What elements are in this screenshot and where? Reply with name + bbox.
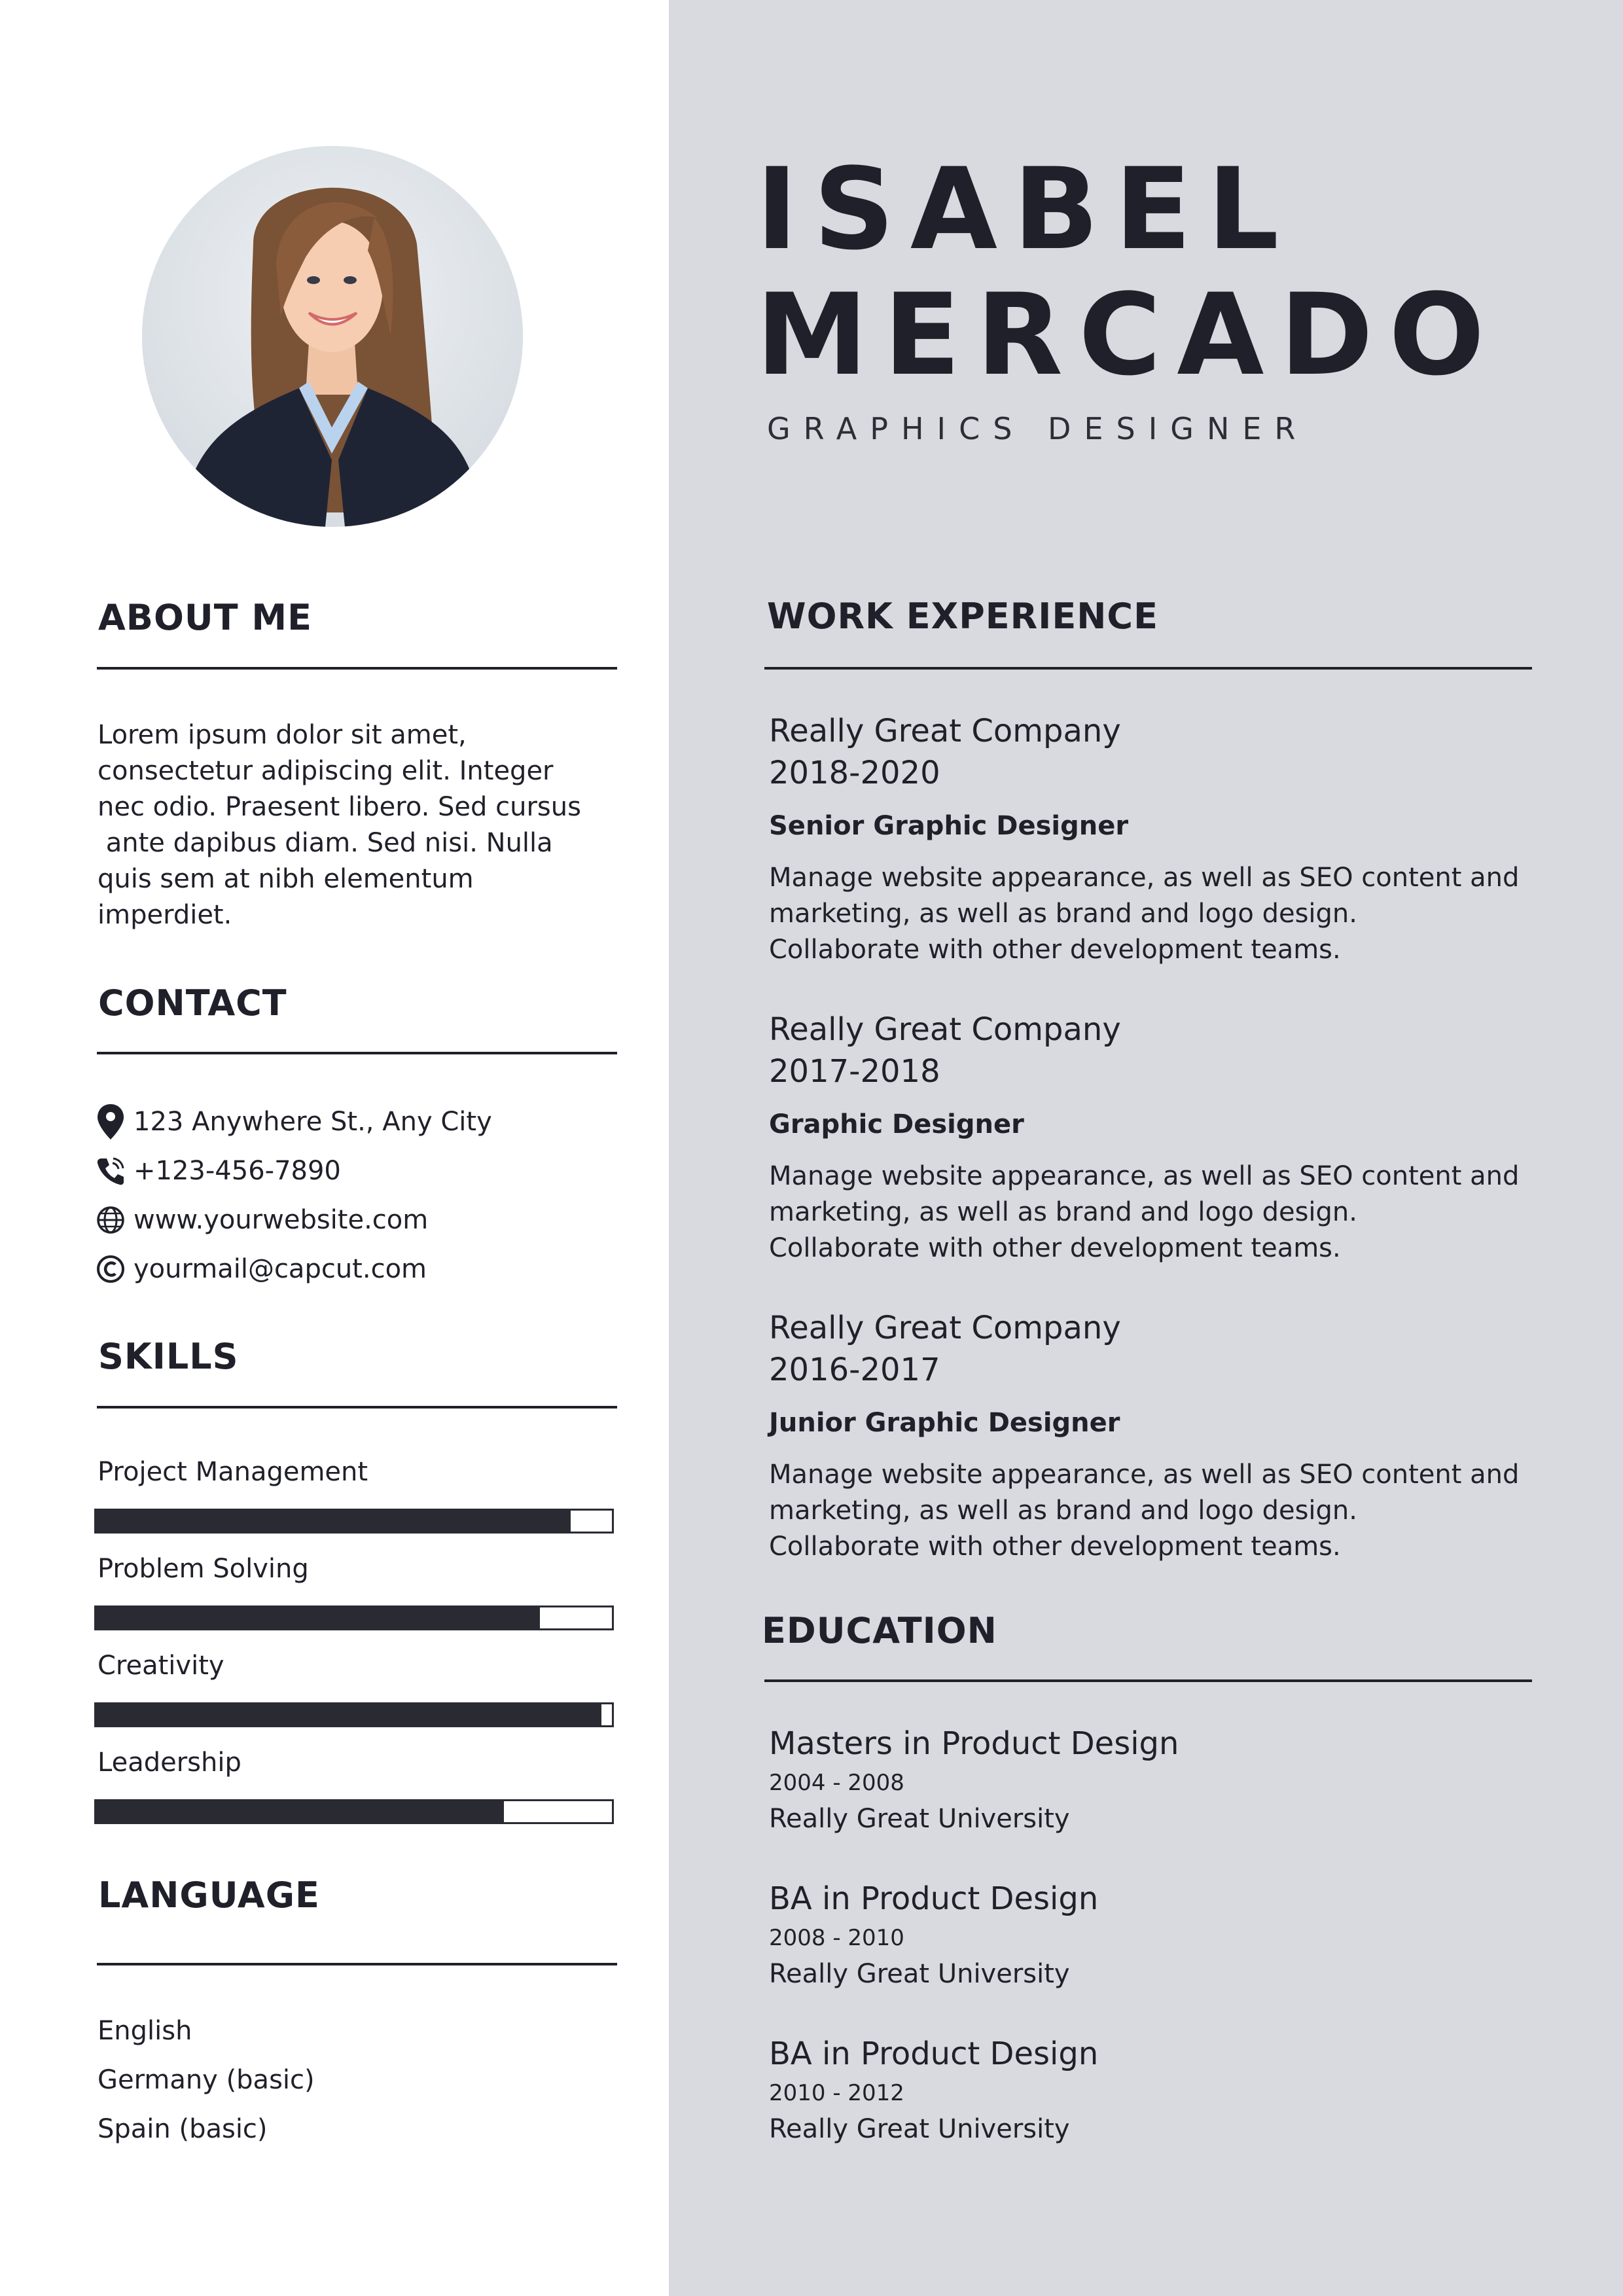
edu-school: Really Great University xyxy=(769,1804,1070,1834)
skill-fill xyxy=(96,1801,504,1822)
edu-years: 2008 - 2010 xyxy=(769,1925,904,1951)
edu-school: Really Great University xyxy=(769,2114,1070,2144)
contact-heading: CONTACT xyxy=(98,982,287,1024)
edu-years: 2004 - 2008 xyxy=(769,1770,904,1796)
skill-bar xyxy=(94,1702,614,1727)
skills-heading: SKILLS xyxy=(98,1336,239,1377)
language-item: Spain (basic) xyxy=(98,2114,268,2144)
about-line: Lorem ipsum dolor sit amet, xyxy=(98,720,467,750)
skill-label: Creativity xyxy=(98,1651,224,1681)
skill-bar xyxy=(94,1799,614,1824)
about-text xyxy=(98,717,634,933)
job-desc-line: Collaborate with other development teams. xyxy=(769,1233,1341,1263)
edu-school: Really Great University xyxy=(769,1959,1070,1989)
about-line: quis sem at nibh elementum xyxy=(98,864,474,894)
contact-email xyxy=(96,1251,427,1287)
contact-phone xyxy=(96,1153,341,1189)
skills-divider xyxy=(97,1406,617,1408)
website-text: www.yourwebsite.com xyxy=(134,1205,429,1235)
job-desc-line: Manage website appearance, as well as SEO content and xyxy=(769,1460,1520,1490)
edu-years: 2010 - 2012 xyxy=(769,2080,904,2106)
job-company: Really Great Company xyxy=(769,1011,1121,1048)
job-title: GRAPHICS DESIGNER xyxy=(767,411,1309,446)
language-heading: LANGUAGE xyxy=(98,1874,320,1916)
edu-degree: Masters in Product Design xyxy=(769,1725,1179,1762)
about-line: nec odio. Praesent libero. Sed cursus xyxy=(98,792,581,822)
job-company: Really Great Company xyxy=(769,1310,1121,1346)
skill-bar xyxy=(94,1509,614,1534)
language-item: Germany (basic) xyxy=(98,2065,315,2095)
job-role: Graphic Designer xyxy=(769,1109,1024,1139)
job-desc-line: Manage website appearance, as well as SEO content and xyxy=(769,1161,1520,1191)
skill-label: Problem Solving xyxy=(98,1554,309,1584)
education-divider xyxy=(764,1679,1532,1682)
first-name: ISABEL xyxy=(756,143,1295,275)
about-line: imperdiet. xyxy=(98,900,232,930)
job-role: Senior Graphic Designer xyxy=(769,811,1129,841)
job-desc-line: marketing, as well as brand and logo design. xyxy=(769,899,1357,929)
job-company: Really Great Company xyxy=(769,713,1121,749)
job-years: 2017-2018 xyxy=(769,1053,940,1090)
education-heading: EDUCATION xyxy=(762,1610,997,1651)
globe-icon xyxy=(96,1202,126,1238)
job-years: 2016-2017 xyxy=(769,1352,940,1388)
work-heading: WORK EXPERIENCE xyxy=(767,596,1158,637)
email-text: yourmail@capcut.com xyxy=(134,1254,427,1284)
contact-divider xyxy=(97,1052,617,1054)
language-item: English xyxy=(98,2016,192,2046)
job-description xyxy=(769,1158,1554,1266)
contact-address xyxy=(96,1103,492,1140)
job-desc-line: Manage website appearance, as well as SEO content and xyxy=(769,863,1520,893)
job-desc-line: Collaborate with other development teams. xyxy=(769,935,1341,965)
about-line: ante dapibus diam. Sed nisi. Nulla xyxy=(98,828,553,858)
profile-photo xyxy=(142,146,523,527)
skill-fill xyxy=(96,1704,601,1725)
phone-text: +123-456-7890 xyxy=(134,1156,341,1186)
language-divider xyxy=(97,1963,617,1965)
skill-fill xyxy=(96,1607,540,1628)
job-role: Junior Graphic Designer xyxy=(769,1408,1120,1438)
contact-website xyxy=(96,1202,428,1238)
job-description xyxy=(769,860,1554,968)
skill-label: Leadership xyxy=(98,1748,241,1778)
about-line: consectetur adipiscing elit. Integer xyxy=(98,756,554,786)
job-desc-line: marketing, as well as brand and logo design. xyxy=(769,1496,1357,1526)
job-years: 2018-2020 xyxy=(769,755,940,791)
job-desc-line: marketing, as well as brand and logo design. xyxy=(769,1197,1357,1227)
skill-fill xyxy=(96,1511,571,1532)
last-name: MERCADO xyxy=(756,269,1501,401)
location-pin-icon xyxy=(96,1103,126,1140)
copyright-icon xyxy=(96,1251,126,1287)
address-text: 123 Anywhere St., Any City xyxy=(134,1107,492,1137)
work-divider xyxy=(764,667,1532,670)
about-divider xyxy=(97,667,617,670)
job-description xyxy=(769,1457,1554,1565)
about-heading: ABOUT ME xyxy=(98,597,312,638)
edu-degree: BA in Product Design xyxy=(769,2036,1099,2072)
phone-icon xyxy=(96,1153,126,1189)
edu-degree: BA in Product Design xyxy=(769,1880,1099,1917)
job-desc-line: Collaborate with other development teams. xyxy=(769,1532,1341,1562)
skill-bar xyxy=(94,1605,614,1630)
skill-label: Project Management xyxy=(98,1457,368,1487)
